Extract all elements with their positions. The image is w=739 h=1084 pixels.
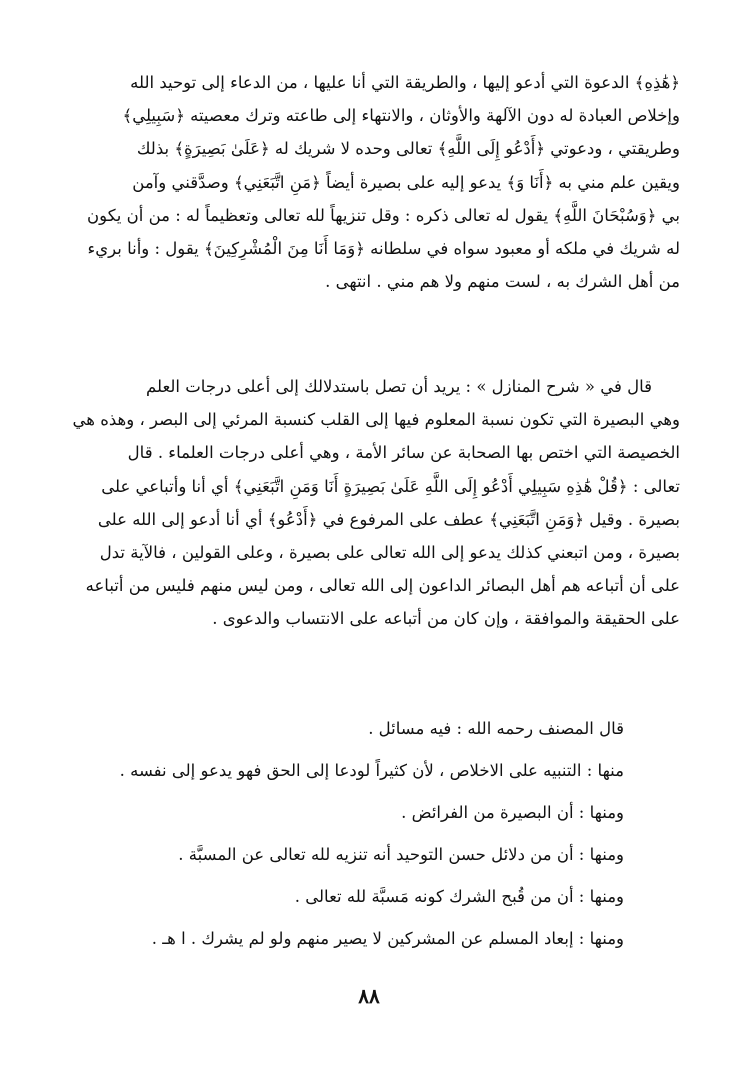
text-line: وهي البصيرة التي تكون نسبة المعلوم فيها إلى القلب كنسبة المرئي إلى البصر ، وهذه هي [72,410,680,430]
list-item: منها : التنبيه على الاخلاص ، لأن كثيراً لودعا إلى الحق فهو يدعو إلى نفسه . [119,761,624,780]
list-item: ومنها : أن البصيرة من الفرائض . [401,803,624,822]
text-line: الخصيصة التي اختص بها الصحابة عن سائر الأمة ، وهي أعلى درجات العلماء . قال [127,443,680,463]
text-line: وإخلاص العبادة له دون الآلهة والأوثان ، والانتهاء إلى طاعته وترك معصيته ﴿سَبِيلِي﴾ [122,106,680,126]
masail-list [58,708,624,960]
text-line: له شريك في ملكه أو معبود سواه في سلطانه ﴿وَمَا أَنَا مِنَ الْمُشْرِكِينَ﴾ يقول : وأنا بريء [87,239,680,259]
book-page [58,58,680,1048]
list-item: ومنها : أن من دلائل حسن التوحيد أنه تنزيه لله تعالى عن المسبَّة . [178,845,624,864]
text-line: على أن أتباعه هم أهل البصائر الداعون إلى الله تعالى ، ومن ليس منهم فليس من أتباعه [85,576,680,596]
text-line: بي ﴿وَسُبْحَانَ اللَّهِ﴾ يقول له تعالى ذكره : وقل تنزيهاً لله تعالى وتعظيماً له : من أن يكون [87,205,680,225]
text-line: بصيرة ، ومن اتبعني كذلك يدعو إلى الله تعالى على بصيرة ، وعلى القولين ، فالآية تدل [99,543,680,563]
list-item: ومنها : إبعاد المسلم عن المشركين لا يصير منهم ولو لم يشرك . ا هـ . [151,929,624,948]
page-number: ٨٨ [358,984,380,1008]
sharh-al-manazil-paragraph [58,370,680,636]
text-line: وطريقتي ، ودعوتي ﴿أَدْعُو إِلَى اللَّهِ﴾ تعالى وحده لا شريك له ﴿عَلَىٰ بَصِيرَةٍ﴾ بذلك [136,139,680,159]
text-line: ﴿هَٰذِهِ﴾ الدعوة التي أدعو إليها ، والطريقة التي أنا عليها ، من الدعاء إلى توحيد الله [130,73,680,92]
text-line: بصيرة . وقيل ﴿وَمَنِ اتَّبَعَنِي﴾ عطف على المرفوع في ﴿أَدْعُو﴾ أي أنا أدعو إلى الله على [97,509,680,529]
text-line: قال في « شرح المنازل » : يريد أن تصل باستدلالك إلى أعلى درجات العلم [146,377,652,396]
list-item: قال المصنف رحمه الله : فيه مسائل . [368,719,624,738]
list-item: ومنها : أن من قُبح الشرك كونه مَسبَّة لله تعالى . [294,887,624,906]
text-line: ويقين علم مني به ﴿أَنَا وَ﴾ يدعو إليه على بصيرة أيضاً ﴿مَنِ اتَّبَعَنِي﴾ وصدَّقني وآمن [132,172,680,192]
text-line: على الحقيقة والموافقة ، وإن كان من أتباعه على الانتساب والدعوى . [212,609,680,629]
tafsir-paragraph [58,66,680,298]
text-line: من أهل الشرك به ، لست منهم ولا هم مني . انتهى . [325,272,680,292]
text-line: تعالى : ﴿قُلْ هَٰذِهِ سَبِيلِي أَدْعُو إِلَى اللَّهِ عَلَىٰ بَصِيرَةٍ أَنَا وَمَنِ اتَّبَعَنِي﴾ أي أنا وأتباعي على [101,476,680,496]
